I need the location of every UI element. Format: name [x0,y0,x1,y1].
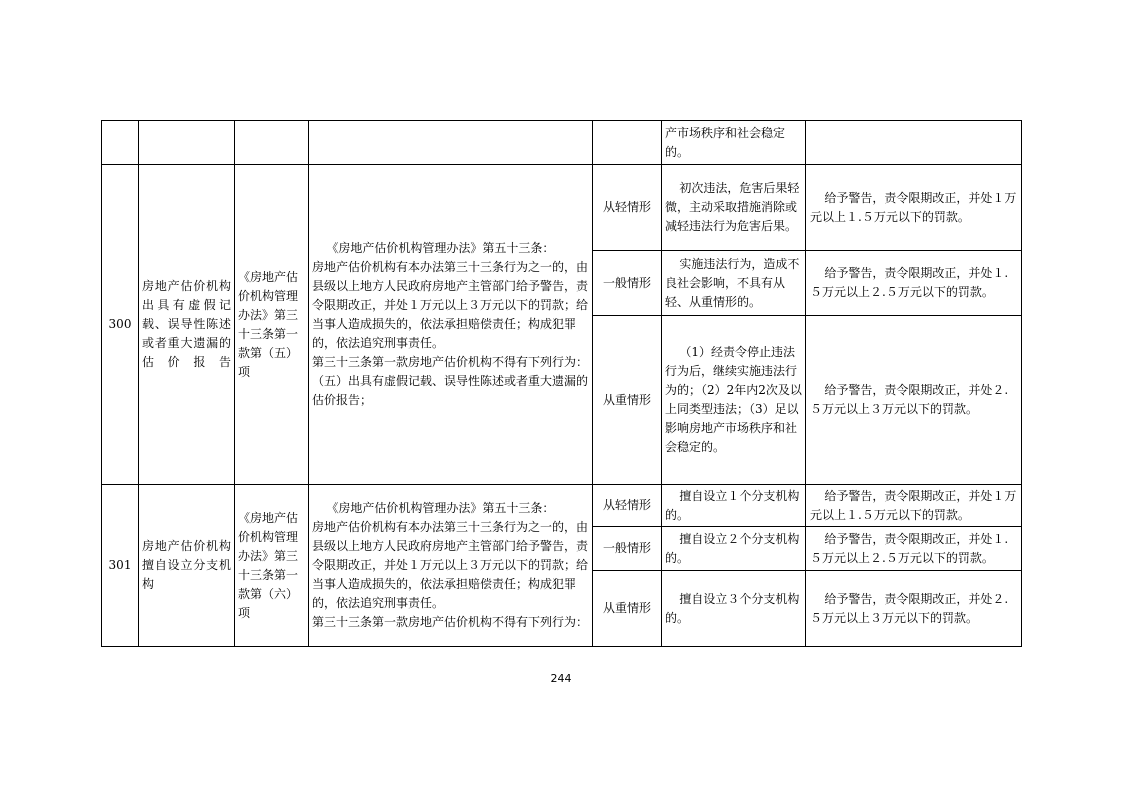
provision-article: 第三十三条第一款房地产估价机构不得有下列行为： [312,355,589,369]
condition-cell: 擅自设立１个分支机构的。 [662,485,806,527]
penalty-provision [309,485,593,647]
level-cell: 一般情形 [593,527,662,571]
condition-cell: 实施违法行为，造成不良社会影响，不具有从轻、从重情形的。 [662,251,806,316]
table-row [102,485,1022,527]
cell-empty [139,121,235,165]
provision-body: 房地产估价机构有本办法第三十三条行为之一的，由县级以上地方人民政府房地产主管部门给予警告，责令限期改正，并处１万元以上３万元以下的罚款；给当事人造成损失的，依法承担赔偿责任；构成犯罪的，依法追究刑事责任。 [312,260,589,350]
condition-cell: （1）经责令停止违法行为后，继续实施违法行为的；（2）2年内2次及以上同类型违法；（3）足以影响房地产市场秩序和社会稳定的。 [662,316,806,485]
cell-empty [235,121,309,165]
penalty-table [101,120,1022,647]
cell-empty [309,121,593,165]
condition-cell: 擅自设立３个分支机构的。 [662,571,806,647]
level-cell: 从轻情形 [593,165,662,251]
penalty-cell: 给予警告，责令限期改正，并处２.５万元以上３万元以下的罚款。 [806,571,1022,647]
penalty-cell: 给予警告，责令限期改正，并处１.５万元以上２.５万元以下的罚款。 [806,527,1022,571]
condition-cell: 初次违法，危害后果轻微，主动采取措施消除或减轻违法行为危害后果。 [662,165,806,251]
penalty-cell: 给予警告，责令限期改正，并处１万元以上１.５万元以下的罚款。 [806,165,1022,251]
cell-empty [806,121,1022,165]
level-cell: 从轻情形 [593,485,662,527]
level-cell: 从重情形 [593,316,662,485]
page-number: 244 [550,672,572,685]
penalty-cell: 给予警告，责令限期改正，并处１.５万元以上２.５万元以下的罚款。 [806,251,1022,316]
legal-basis: 《房地产估价机构管理办法》第三十三条第一款第（五）项 [235,165,309,485]
cell-empty [593,121,662,165]
provision-article: 第三十三条第一款房地产估价机构不得有下列行为： [312,615,589,629]
penalty-table-container [101,120,1022,647]
condition-cell: 擅自设立２个分支机构的。 [662,527,806,571]
provision-item: （五）出具有虚假记载、误导性陈述或者重大遗漏的估价报告； [312,374,589,407]
violation-name: 房地产估价机构出具有虚假记载、误导性陈述或者重大遗漏的估价报告 [139,165,235,485]
provision-title: 《房地产估价机构管理办法》第五十三条： [326,501,555,515]
violation-name: 房地产估价机构擅自设立分支机构 [139,485,235,647]
cell-empty [102,121,139,165]
condition-cell: 产市场秩序和社会稳定的。 [662,121,806,165]
level-cell: 从重情形 [593,571,662,647]
item-number: 301 [102,485,139,647]
provision-body: 房地产估价机构有本办法第三十三条行为之一的，由县级以上地方人民政府房地产主管部门给予警告，责令限期改正，并处１万元以上３万元以下的罚款；给当事人造成损失的，依法承担赔偿责任；构成犯罪的，依法追究刑事责任。 [312,520,589,610]
level-cell: 一般情形 [593,251,662,316]
penalty-cell: 给予警告，责令限期改正，并处１万元以上１.５万元以下的罚款。 [806,485,1022,527]
item-number: 300 [102,165,139,485]
legal-basis: 《房地产估价机构管理办法》第三十三条第一款第（六）项 [235,485,309,647]
provision-title: 《房地产估价机构管理办法》第五十三条： [326,241,555,255]
penalty-cell: 给予警告，责令限期改正，并处２.５万元以上３万元以下的罚款。 [806,316,1022,485]
table-row-continued [102,121,1022,165]
table-row [102,165,1022,251]
penalty-provision [309,165,593,485]
